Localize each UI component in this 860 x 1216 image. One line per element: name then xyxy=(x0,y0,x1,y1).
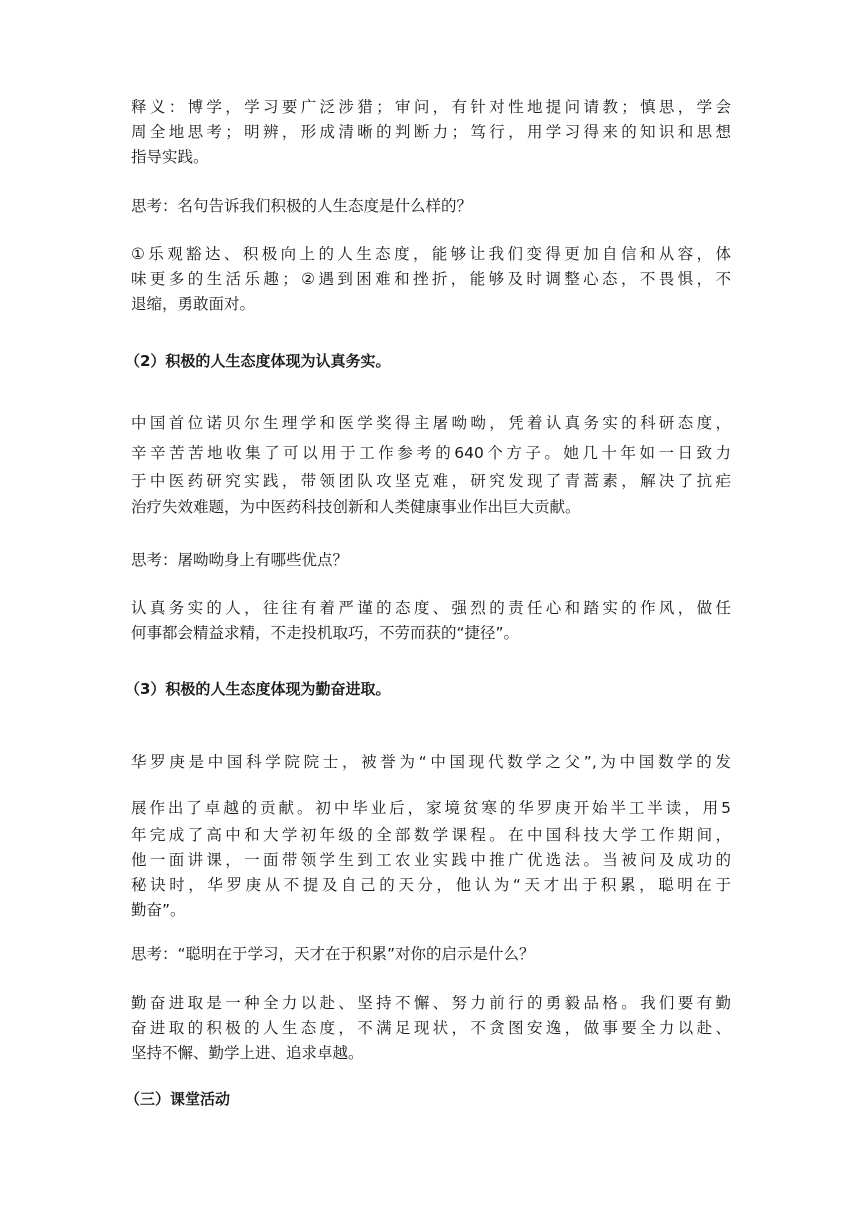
section-heading-2 xyxy=(125,349,725,374)
text-line: 周全地思考；明辨，形成清晰的判断力；笃行，用学习得来的知识和思想 xyxy=(131,123,731,141)
text-line: 何事都会精益求精，不走投机取巧，不劳而获的“捷径”。 xyxy=(131,624,520,642)
text-line: 释义：博学，学习要广泛涉猎；审问，有针对性地提问请教；慎思，学会 xyxy=(131,98,731,116)
text-line: 认真务实的人，往往有着严谨的态度、强烈的责任心和踏实的作风，做任 xyxy=(131,599,731,617)
question-2 xyxy=(131,548,731,573)
text-line: 治疗失效难题，为中医药科技创新和人类健康事业作出巨大贡献。 xyxy=(131,498,581,516)
text-line: 勤奋”。 xyxy=(131,901,186,919)
text-line: 展作出了卓越的贡献。初中毕业后，家境贫寒的华罗庚开始半工半读，用5 xyxy=(131,799,731,817)
text-line: 中国首位诺贝尔生理学和医学奖得主屠呦呦，凭着认真务实的科研态度， xyxy=(131,414,731,432)
answer-2 xyxy=(131,596,731,646)
text-line: 于中医药研究实践，带领团队攻坚克难，研究发现了青蒿素，解决了抗疟 xyxy=(131,472,731,490)
tu-youyou-paragraph xyxy=(131,408,731,520)
text-line: 年完成了高中和大学初年级的全部数学课程。在中国科技大学工作期间， xyxy=(131,826,731,844)
text-line: 华罗庚是中国科学院院士，被誉为“中国现代数学之父”,为中国数学的发 xyxy=(131,753,731,771)
text-line: 指导实践。 xyxy=(131,148,209,166)
text-line: ①乐观豁达、积极向上的人生态度，能够让我们变得更加自信和从容，体 xyxy=(131,245,731,263)
heading-text: （三）课堂活动 xyxy=(125,1090,231,1108)
text-line: 辛辛苦苦地收集了可以用于工作参考的640个方子。她几十年如一日致力 xyxy=(131,444,731,462)
text-line: 退缩，勇敢面对。 xyxy=(131,295,256,313)
definition-paragraph xyxy=(131,95,731,170)
answer-3 xyxy=(131,991,731,1066)
answer-1 xyxy=(131,242,731,317)
text-line: 思考：“聪明在于学习，天才在于积累”对你的启示是什么？ xyxy=(131,945,535,963)
text-line: 他一面讲课，一面带领学生到工农业实践中推广优选法。当被问及成功的 xyxy=(131,851,731,869)
text-line: 秘诀时，华罗庚从不提及自己的天分，他认为“天才出于积累，聪明在于 xyxy=(131,876,731,894)
section-heading-activity xyxy=(125,1087,725,1112)
heading-text: （2）积极的人生态度体现为认真务实。 xyxy=(125,352,391,370)
text-line: 奋进取的积极的人生态度，不满足现状，不贪图安逸，做事要全力以赴、 xyxy=(131,1019,731,1037)
section-heading-3 xyxy=(125,677,725,702)
question-3 xyxy=(131,942,731,967)
text-line: 勤奋进取是一种全力以赴、坚持不懈、努力前行的勇毅品格。我们要有勤 xyxy=(131,994,731,1012)
hua-luogeng-paragraph xyxy=(131,750,731,775)
question-1 xyxy=(131,194,731,219)
text-line: 思考：名句告诉我们积极的人生态度是什么样的？ xyxy=(131,197,473,215)
heading-text: （3）积极的人生态度体现为勤奋进取。 xyxy=(125,680,391,698)
hua-luogeng-paragraph-cont xyxy=(131,793,731,923)
text-line: 思考：屠呦呦身上有哪些优点？ xyxy=(131,551,349,569)
text-line: 坚持不懈、勤学上进、追求卓越。 xyxy=(131,1044,364,1062)
text-line: 味更多的生活乐趣；②遇到困难和挫折，能够及时调整心态，不畏惧，不 xyxy=(131,270,731,288)
